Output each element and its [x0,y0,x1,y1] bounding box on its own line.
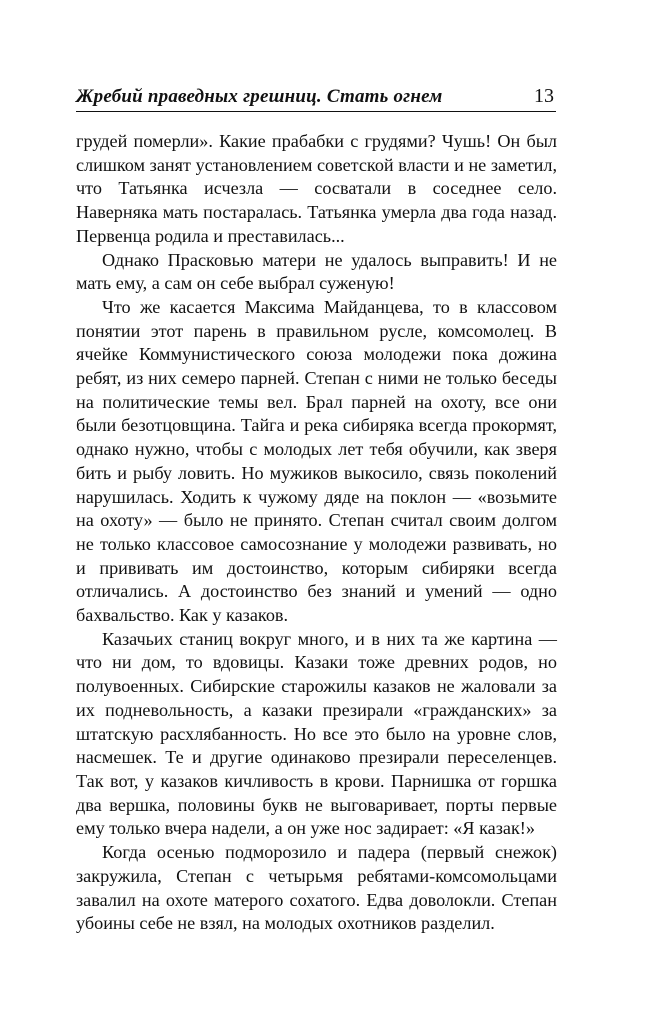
paragraph: Однако Прасковью матери не удалось выправить! И не мать ему, а сам он себе выбрал суженую! [76,249,557,294]
body-text [76,130,557,936]
paragraph-continuation: грудей померли». Какие прабабки с грудями? Чушь! Он был слишком занят установлением советской власти и не заметил, что Татьянка исчезла — сосватали в соседнее село. Наверняка мать постаралась. Татьянка умерла два года назад. Первенца родила и преставилась... [76,131,557,246]
header-rule [76,111,556,112]
running-header [76,84,556,112]
paragraph: Казачьих станиц вокруг много, и в них та же картина — что ни дом, то вдовицы. Казаки тоже древних родов, но полувоенных. Сибирские старожилы казаков не жаловали за их подневольность, а казаки презирали «гражданских» за штатскую расхлябанность. Но все это было на уровне слов, насмешек. Те и другие одинаково презирали переселенцев. Так вот, у казаков кичливость в крови. Парнишка от горшка два вершка, половины букв не выговаривает, порты первые ему только вчера надели, а он уже нос задирает: «Я казак!» [76,628,557,839]
paragraph: Когда осенью подморозило и падера (первый снежок) закружила, Степан с четырьмя ребятами-комсомольцами завалил на охоте матерого сохатого. Едва доволокли. Степан убоины себе не взял, на молодых охотников разделил. [76,842,557,934]
paragraph: Что же касается Максима Майданцева, то в классовом понятии этот парень в правильном русле, комсомолец. В ячейке Коммунистического союза молодежи пока дожина ребят, из них семеро парней. Степан с ними не только беседы на политические темы вел. Брал парней на охоту, все они были безотцовщина. Тайга и река сибиряка всегда прокормят, однако нужно, чтобы с молодых лет тебя обучили, как зверя бить и рыбу ловить. Но мужиков выкосило, связь поколений нарушилась. Ходить к чужому дяде на поклон — «возьмите на охоту» — было не принято. Степан считал своим долгом не только классовое самосознание у молодежи развивать, но и прививать им достоинство, которым сибиряки всегда отличались. А достоинство без знаний и умений — одно бахвальство. Как у казаков. [76,296,557,626]
page-number: 13 [534,85,554,107]
running-header-title: Жребий праведных грешниц. Стать огнем [76,86,443,107]
